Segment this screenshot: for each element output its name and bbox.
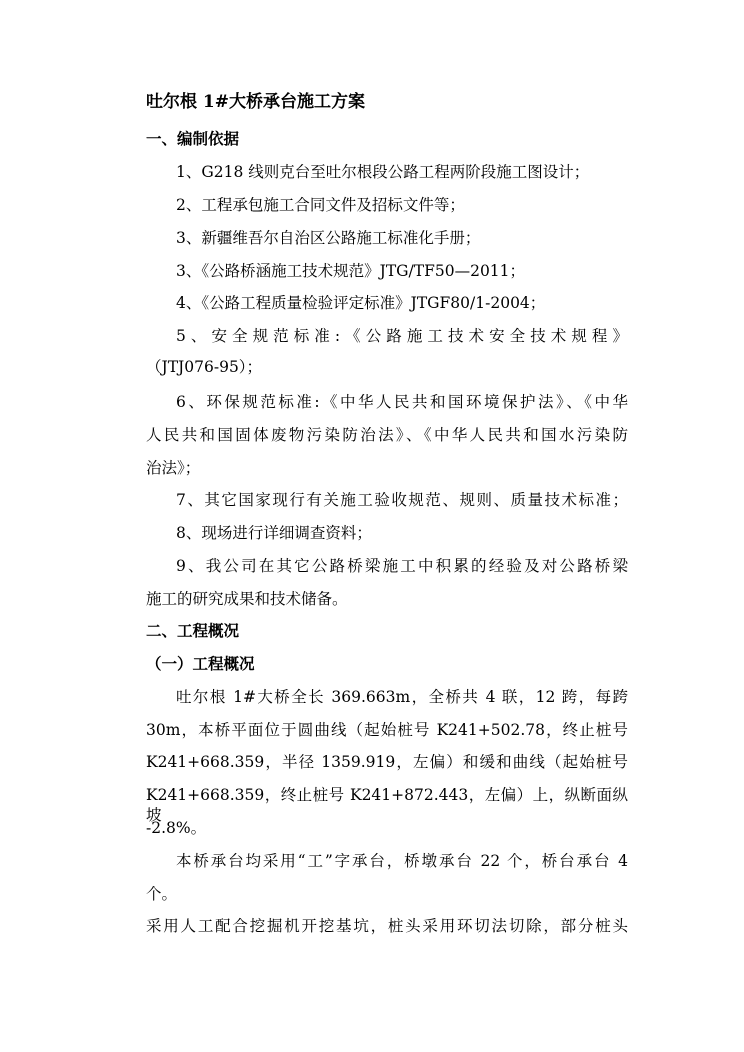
basis-item-6-cont: 人民共和国固体废物污染防治法》、《中华人民共和国水污染防 [146,426,628,444]
basis-item-5: 5、安全规范标准:《公路施工技术安全技术规程》 [176,327,628,345]
basis-item-3: 3、新疆维吾尔自治区公路施工标准化手册； [176,229,481,247]
basis-item-6: 6、环保规范标准:《中华人民共和国环境保护法》、《中华 [176,393,628,411]
basis-item-9: 9、我公司在其它公路桥梁施工中积累的经验及对公路桥梁 [176,557,628,575]
overview-para1-line3: K241+668.359，半径 1359.919，左偏）和缓和曲线（起始桩号 [146,753,628,771]
basis-item-2: 2、工程承包施工合同文件及招标文件等； [176,196,465,214]
page-title: 吐尔根 1#大桥承台施工方案 [146,92,365,112]
basis-item-7: 7、其它国家现行有关施工验收规范、规则、质量技术标准； [176,491,628,509]
overview-para2-line2: 个。 [146,885,178,903]
subsection-heading-overview: （一）工程概况 [146,654,255,673]
overview-para1-line1: 吐尔根 1#大桥全长 369.663m，全桥共 4 联，12 跨，每跨 [176,688,628,706]
overview-para1-line4: K241+668.359，终止桩号 K241+872.443，左偏）上，纵断面纵坡 [146,786,628,824]
basis-item-6-end: 治法》； [146,459,201,477]
overview-para3-line1: 采用人工配合挖掘机开挖基坑，桩头采用环切法切除，部分桩头 [146,917,628,935]
basis-item-9-cont: 施工的研究成果和技术储备。 [146,590,348,608]
section-heading-overview: 二、工程概况 [146,621,240,640]
basis-item-3b: 3、《公路桥涵施工技术规范》JTG/TF50—2011； [176,262,526,280]
basis-item-8: 8、现场进行详细调查资料； [176,524,372,542]
overview-para2-line1: 本桥承台均采用“工”字承台，桥墩承台 22 个，桥台承台 4 [176,852,628,870]
overview-para1-line2: 30m，本桥平面位于圆曲线（起始桩号 K241+502.78，终止桩号 [146,721,628,739]
basis-item-4: 4、《公路工程质量检验评定标准》JTGF80/1-2004； [176,294,546,312]
basis-item-1: 1、G218 线则克台至吐尔根段公路工程两阶段施工图设计； [176,163,590,181]
overview-para1-line5: -2.8%。 [146,819,207,837]
section-heading-basis: 一、编制依据 [146,129,240,148]
basis-item-5-cont: （JTJ076-95）； [146,358,263,376]
